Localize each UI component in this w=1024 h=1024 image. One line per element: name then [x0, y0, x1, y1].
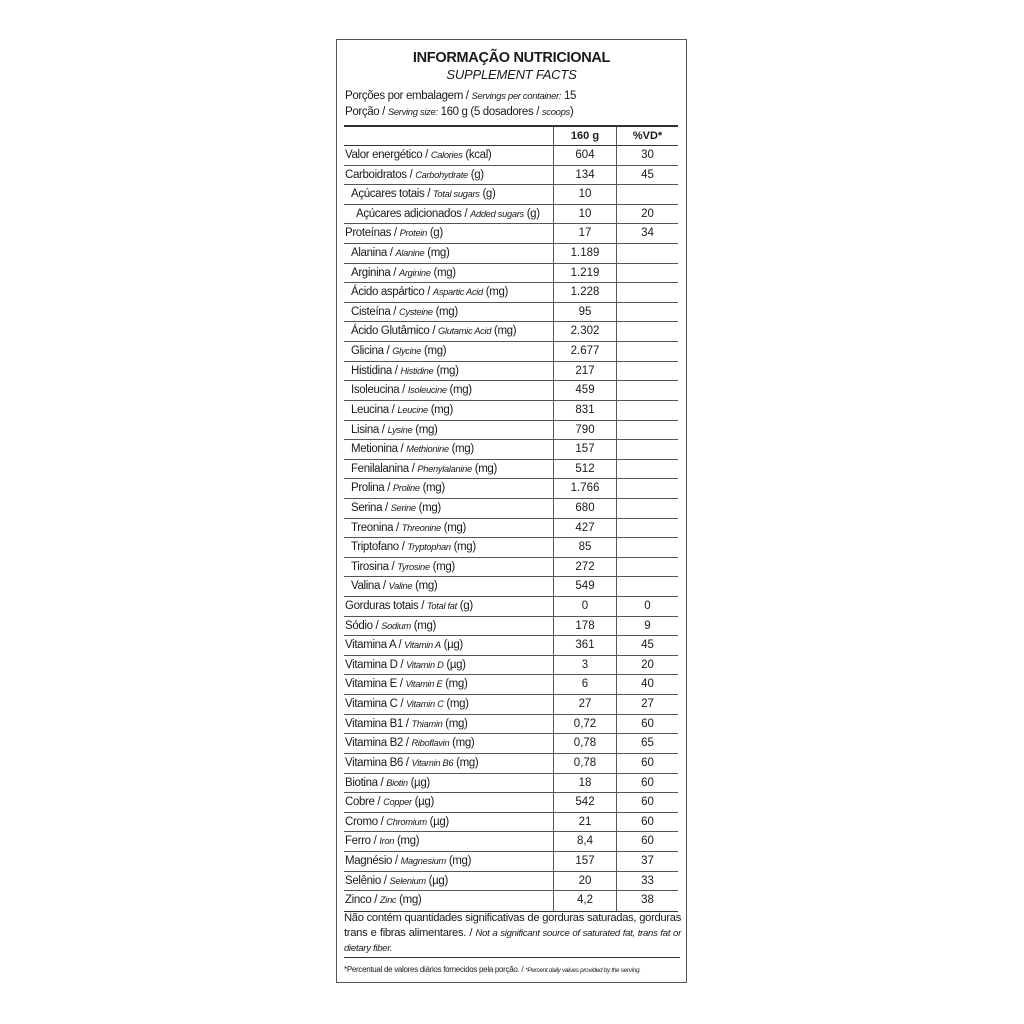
- nutrient-unit: (mg): [410, 619, 437, 632]
- nutrient-name-pt: Carboidratos /: [345, 168, 416, 181]
- table-row: [344, 695, 678, 715]
- amount-cell: 680: [554, 499, 617, 518]
- amount-cell: 4,2: [554, 891, 617, 911]
- nutrient-name-en: Tyrosine: [397, 561, 430, 572]
- nutrient-name: [344, 224, 554, 243]
- nutrient-name-pt: Sódio /: [345, 619, 382, 632]
- nutrient-name: [344, 813, 554, 832]
- nutrient-unit: (mg): [430, 266, 456, 279]
- nutrient-name-pt: Ácido Glutâmico /: [351, 325, 439, 338]
- amount-cell: 0,72: [554, 715, 617, 734]
- nutrient-name-en: Total sugars: [432, 189, 480, 200]
- nutrient-name: [344, 538, 554, 557]
- nutrient-unit: (mg): [429, 560, 455, 573]
- nutrient-unit: (µg): [411, 796, 434, 809]
- amount-cell: 1.228: [554, 283, 617, 302]
- nutrient-unit: (mg): [442, 717, 468, 730]
- nutrient-name-pt: Alanina /: [351, 247, 396, 260]
- amount-cell: 3: [554, 656, 617, 675]
- servings-per-container-value: 15: [561, 90, 577, 102]
- not-significant-pt: Não contém quantidades significativas de gorduras saturadas, gorduras trans e fibras alimentares. /: [344, 912, 681, 939]
- nutrient-name-en: Vitamin D: [406, 659, 444, 670]
- table-row: [344, 617, 678, 637]
- nutrient-name: [344, 381, 554, 400]
- nutrient-name-en: Sodium: [381, 620, 411, 631]
- daily-value-cell: [617, 460, 678, 479]
- nutrient-name-en: Chromium: [386, 816, 427, 827]
- nutrient-name: [344, 166, 554, 185]
- nutrient-name-pt: Vitamina C /: [345, 698, 407, 711]
- amount-cell: 21: [554, 813, 617, 832]
- daily-value-cell: [617, 362, 678, 381]
- nutrient-name-en: Alanine: [395, 248, 425, 259]
- nutrient-name-pt: Leucina /: [351, 403, 398, 416]
- nutrient-unit: (mg): [440, 521, 466, 534]
- nutrient-name: [344, 244, 554, 263]
- table-row: [344, 303, 678, 323]
- nutrient-name-pt: Vitamina B6 /: [345, 756, 412, 769]
- table-row: [344, 342, 678, 362]
- nutrient-name-en: Selenium: [389, 875, 426, 886]
- daily-value-cell: 30: [641, 149, 654, 161]
- nutrient-unit: (mg): [412, 423, 438, 436]
- daily-value-cell: [617, 558, 678, 577]
- table-row: [344, 715, 678, 735]
- nutrient-name-pt: Vitamina D /: [345, 658, 407, 671]
- nutrient-name-pt: Lisina /: [351, 423, 388, 436]
- nutrient-name-en: Vitamin B6: [411, 757, 454, 768]
- amount-cell: 0,78: [554, 734, 617, 753]
- daily-value-cell: [617, 303, 678, 322]
- nutrient-unit: (mg): [424, 247, 450, 260]
- table-row: [344, 460, 678, 480]
- footnote-pt: *Percentual de valores diários fornecidos pela porção. /: [344, 965, 526, 974]
- servings-per-container-en: Servings per container:: [471, 91, 562, 102]
- nutrient-unit: (mg): [449, 737, 475, 750]
- daily-value-cell: [617, 421, 678, 440]
- nutrient-unit: (mg): [450, 541, 476, 554]
- amount-cell: 1.189: [554, 244, 617, 263]
- nutrient-unit: (g): [426, 227, 443, 240]
- nutrient-name: [344, 283, 554, 302]
- nutrient-unit: (mg): [421, 345, 447, 358]
- nutrient-unit: (mg): [442, 678, 468, 691]
- nutrient-name-pt: Açúcares adicionados /: [356, 207, 471, 220]
- daily-value-cell: 9: [644, 619, 651, 632]
- nutrient-name: [344, 440, 554, 459]
- daily-value-cell: [617, 381, 678, 400]
- amount-cell: 8,4: [554, 832, 617, 851]
- amount-cell: 790: [554, 421, 617, 440]
- nutrient-name-pt: Zinco /: [345, 894, 380, 907]
- table-row: [344, 852, 678, 872]
- daily-value-cell: [617, 185, 678, 204]
- nutrient-name-pt: Ferro /: [345, 835, 380, 848]
- nutrient-name: [344, 793, 554, 812]
- table-row: [344, 166, 678, 186]
- nutrient-name: [344, 636, 554, 655]
- nutrient-name: [344, 832, 554, 851]
- nutrition-table: [344, 125, 678, 912]
- amount-cell: 17: [554, 224, 617, 243]
- nutrient-unit: (g): [456, 600, 473, 613]
- daily-value-cell: 37: [641, 854, 654, 867]
- daily-value-cell: 45: [641, 639, 654, 652]
- not-significant-en: Not a significant source of saturated fat, trans fat or dietary fiber.: [344, 927, 681, 954]
- nutrient-name-pt: Serina /: [351, 501, 391, 514]
- nutrient-name: [344, 597, 554, 616]
- nutrient-name-pt: Metionina /: [351, 443, 407, 456]
- nutrient-name-pt: Tirosina /: [351, 560, 398, 573]
- nutrient-name-pt: Selênio /: [345, 874, 390, 887]
- header-blank-cell: [344, 127, 554, 145]
- nutrient-name-pt: Biotina /: [345, 776, 387, 789]
- daily-value-cell: [617, 283, 678, 302]
- serving-size-en: Serving size:: [387, 107, 438, 118]
- nutrient-unit: (g): [467, 168, 484, 181]
- serving-size-scoops: scoops: [541, 107, 570, 118]
- table-row: [344, 499, 678, 519]
- table-row: [344, 774, 678, 794]
- table-row: [344, 558, 678, 578]
- table-row: [344, 734, 678, 754]
- nutrient-name: [344, 342, 554, 361]
- table-row: [344, 813, 678, 833]
- nutrient-name-pt: Gorduras totais /: [345, 600, 427, 613]
- nutrient-name-pt: Ácido aspártico /: [351, 286, 433, 299]
- table-row: [344, 832, 678, 852]
- daily-value-cell: 40: [641, 678, 654, 691]
- daily-value-cell: [617, 244, 678, 263]
- table-row: [344, 322, 678, 342]
- nutrient-name-en: Leucine: [397, 404, 428, 415]
- nutrient-name-en: Thiamin: [411, 718, 443, 729]
- nutrient-name: [344, 715, 554, 734]
- nutrient-name-en: Carbohydrate: [415, 169, 468, 180]
- nutrient-name-en: Vitamin A: [404, 640, 441, 651]
- amount-cell: 157: [554, 440, 617, 459]
- table-row: [344, 891, 678, 911]
- table-row: [344, 401, 678, 421]
- daily-value-cell: 27: [641, 698, 654, 711]
- nutrient-name: [344, 264, 554, 283]
- nutrient-name-en: Added sugars: [470, 208, 524, 219]
- amount-cell: 157: [554, 852, 617, 871]
- amount-cell: 459: [554, 381, 617, 400]
- table-row: [344, 519, 678, 539]
- table-row: [344, 264, 678, 284]
- nutrient-unit: (mg): [427, 403, 453, 416]
- daily-value-cell: [617, 577, 678, 596]
- nutrient-name-pt: Fenilalanina /: [351, 462, 418, 475]
- nutrient-name: [344, 322, 554, 341]
- not-significant-note: [344, 911, 681, 957]
- nutrient-name-pt: Cisteína /: [351, 305, 399, 318]
- daily-value-cell: 45: [641, 168, 654, 181]
- nutrient-name-pt: Açúcares totais /: [351, 188, 433, 201]
- nutrient-name-pt: Valina /: [351, 580, 389, 593]
- daily-value-cell: [617, 342, 678, 361]
- amount-cell: 6: [554, 675, 617, 694]
- nutrient-name-en: Biotin: [386, 777, 408, 788]
- nutrient-name-pt: Vitamina E /: [345, 678, 406, 691]
- table-row: [344, 283, 678, 303]
- nutrient-unit: (mg): [443, 698, 469, 711]
- nutrient-name-en: Vitamin C: [406, 699, 444, 710]
- nutrient-unit: (µg): [407, 776, 430, 789]
- table-row: [344, 440, 678, 460]
- nutrient-unit: (µg): [426, 815, 449, 828]
- table-row: [344, 656, 678, 676]
- serving-size-value: 160 g (5 dosadores /: [437, 106, 542, 118]
- nutrient-name-en: Methionine: [406, 444, 449, 455]
- nutrient-name: [344, 656, 554, 675]
- nutrient-name: [344, 617, 554, 636]
- serving-size: [345, 106, 573, 118]
- nutrient-name-en: Threonine: [401, 522, 441, 533]
- nutrient-unit: (mg): [433, 364, 459, 377]
- nutrient-unit: (µg): [425, 874, 448, 887]
- daily-value-cell: 33: [641, 874, 654, 887]
- amount-cell: 831: [554, 401, 617, 420]
- nutrient-name: [344, 675, 554, 694]
- daily-value-cell: 65: [641, 737, 654, 750]
- nutrient-name-pt: Histidina /: [351, 364, 401, 377]
- nutrient-name-pt: Proteínas /: [345, 227, 400, 240]
- daily-value-cell: 60: [641, 776, 654, 789]
- nutrient-name-en: Copper: [383, 797, 412, 808]
- nutrient-name: [344, 754, 554, 773]
- nutrient-name: [344, 479, 554, 498]
- nutrient-unit: (µg): [440, 639, 463, 652]
- nutrient-name-pt: Cromo /: [345, 815, 387, 828]
- nutrient-name-en: Glycine: [392, 346, 422, 357]
- nutrient-unit: (g): [479, 188, 496, 201]
- daily-value-cell: [617, 499, 678, 518]
- amount-cell: 18: [554, 774, 617, 793]
- nutrient-name: [344, 891, 554, 911]
- table-row: [344, 421, 678, 441]
- label-title: INFORMAÇÃO NUTRICIONAL: [412, 50, 611, 66]
- nutrient-unit: (kcal): [462, 149, 492, 161]
- table-row: [344, 675, 678, 695]
- label-subtitle: SUPPLEMENT FACTS: [446, 67, 577, 82]
- daily-value-cell: [617, 519, 678, 538]
- nutrient-name: [344, 519, 554, 538]
- nutrient-unit: (g): [523, 207, 540, 220]
- nutrient-name: [344, 421, 554, 440]
- daily-value-cell: 60: [641, 815, 654, 828]
- nutrient-unit: (mg): [453, 756, 479, 769]
- nutrient-unit: (mg): [446, 384, 472, 397]
- amount-cell: 85: [554, 538, 617, 557]
- table-row: [344, 205, 678, 225]
- amount-cell: 95: [554, 303, 617, 322]
- nutrient-name: [344, 146, 554, 165]
- nutrient-name: [344, 362, 554, 381]
- nutrient-unit: (mg): [412, 580, 438, 593]
- nutrient-name-pt: Isoleucina /: [351, 384, 408, 397]
- daily-value-cell: [617, 538, 678, 557]
- daily-value-cell: 20: [641, 207, 654, 220]
- amount-cell: 27: [554, 695, 617, 714]
- daily-value-cell: 60: [641, 796, 654, 809]
- amount-cell: 1.219: [554, 264, 617, 283]
- nutrient-name: [344, 734, 554, 753]
- amount-cell: 0,78: [554, 754, 617, 773]
- nutrient-name-en: Proline: [392, 483, 420, 494]
- amount-cell: 10: [554, 205, 617, 224]
- nutrient-name-pt: Magnésio /: [345, 854, 401, 867]
- table-row: [344, 636, 678, 656]
- nutrient-unit: (µg): [443, 658, 466, 671]
- nutrient-name-en: Calories: [430, 150, 463, 160]
- nutrient-unit: (mg): [471, 462, 497, 475]
- daily-value-cell: 60: [641, 756, 654, 769]
- nutrient-name: [344, 401, 554, 420]
- table-body: [344, 146, 678, 911]
- nutrient-name: [344, 205, 554, 224]
- amount-cell: 2.677: [554, 342, 617, 361]
- nutrient-name: [344, 558, 554, 577]
- header-daily-value: %VD*: [632, 130, 663, 142]
- nutrient-unit: (mg): [448, 443, 474, 456]
- amount-cell: 134: [554, 166, 617, 185]
- table-row: [344, 597, 678, 617]
- table-row: [344, 146, 678, 166]
- servings-per-container: [345, 90, 576, 102]
- footnote-divider: [344, 957, 680, 958]
- nutrient-name-en: Histidine: [400, 365, 434, 376]
- nutrient-name-en: Protein: [399, 228, 427, 239]
- nutrient-name-en: Isoleucine: [407, 385, 447, 396]
- servings-per-container-pt: Porções por embalagem /: [345, 90, 472, 102]
- amount-cell: 427: [554, 519, 617, 538]
- nutrient-name-en: Aspartic Acid: [432, 287, 483, 298]
- nutrient-unit: (mg): [482, 286, 509, 299]
- header-amount: 160 g: [554, 127, 617, 145]
- nutrient-name: [344, 872, 554, 891]
- table-row: [344, 538, 678, 558]
- serving-size-close: ): [569, 106, 574, 118]
- nutrient-name-en: Vitamin E: [405, 679, 443, 690]
- nutrient-name: [344, 460, 554, 479]
- nutrient-name: [344, 695, 554, 714]
- nutrient-name-pt: Triptofano /: [351, 541, 408, 554]
- table-row: [344, 381, 678, 401]
- amount-cell: 604: [554, 146, 617, 165]
- table-row: [344, 479, 678, 499]
- nutrient-unit: (mg): [415, 501, 441, 514]
- nutrient-name-pt: Glicina /: [351, 345, 393, 358]
- table-row: [344, 872, 678, 892]
- nutrient-unit: (mg): [396, 894, 422, 907]
- table-row: [344, 224, 678, 244]
- nutrient-unit: (mg): [491, 325, 517, 338]
- amount-cell: 2.302: [554, 322, 617, 341]
- table-row: [344, 244, 678, 264]
- nutrient-name: [344, 499, 554, 518]
- amount-cell: 1.766: [554, 479, 617, 498]
- nutrition-facts-label: [336, 39, 687, 983]
- amount-cell: 272: [554, 558, 617, 577]
- daily-value-cell: 60: [641, 835, 654, 848]
- amount-cell: 10: [554, 185, 617, 204]
- nutrient-name-en: Riboflavin: [411, 738, 450, 749]
- nutrient-unit: (mg): [445, 854, 472, 867]
- nutrient-name-pt: Vitamina A /: [345, 639, 405, 652]
- nutrient-name: [344, 577, 554, 596]
- amount-cell: 542: [554, 793, 617, 812]
- nutrient-name-en: Phenylalanine: [417, 463, 472, 474]
- daily-value-cell: 34: [641, 227, 654, 240]
- nutrient-name-en: Magnesium: [400, 855, 446, 866]
- nutrient-name-en: Glutamic Acid: [438, 326, 492, 337]
- daily-value-cell: 0: [644, 600, 651, 613]
- daily-value-footnote: [344, 965, 641, 974]
- daily-value-cell: [617, 322, 678, 341]
- nutrient-name-en: Zinc: [379, 895, 397, 906]
- nutrient-name-en: Arginine: [398, 267, 431, 278]
- nutrient-name-pt: Valor energético /: [345, 149, 431, 161]
- nutrient-unit: (mg): [432, 305, 458, 318]
- table-header-row: [344, 127, 678, 146]
- nutrient-name: [344, 852, 554, 871]
- daily-value-cell: 60: [641, 717, 654, 730]
- nutrient-name: [344, 185, 554, 204]
- table-row: [344, 185, 678, 205]
- nutrient-name-en: Tryptophan: [407, 542, 451, 553]
- nutrient-name-en: Valine: [388, 581, 413, 592]
- nutrient-name-en: Lysine: [387, 424, 413, 435]
- daily-value-cell: 38: [641, 894, 654, 907]
- nutrient-name-pt: Prolina /: [351, 482, 393, 495]
- nutrient-name-en: Total fat: [426, 601, 457, 612]
- table-row: [344, 754, 678, 774]
- amount-cell: 361: [554, 636, 617, 655]
- nutrient-name-pt: Treonina /: [351, 521, 402, 534]
- footnote-en: *Percent daily values provided by the serving.: [525, 967, 641, 974]
- nutrient-name: [344, 774, 554, 793]
- amount-cell: 549: [554, 577, 617, 596]
- table-row: [344, 793, 678, 813]
- nutrient-name-pt: Cobre /: [345, 796, 384, 809]
- daily-value-cell: [617, 401, 678, 420]
- table-row: [344, 577, 678, 597]
- amount-cell: 217: [554, 362, 617, 381]
- nutrient-unit: (mg): [394, 835, 420, 848]
- amount-cell: 20: [554, 872, 617, 891]
- daily-value-cell: [617, 479, 678, 498]
- nutrient-name-en: Serine: [390, 502, 416, 513]
- amount-cell: 178: [554, 617, 617, 636]
- nutrient-name-pt: Vitamina B1 /: [345, 717, 412, 730]
- amount-cell: 0: [554, 597, 617, 616]
- daily-value-cell: 20: [641, 658, 654, 671]
- nutrient-unit: (mg): [419, 482, 445, 495]
- table-row: [344, 362, 678, 382]
- daily-value-cell: [617, 440, 678, 459]
- serving-size-pt: Porção /: [345, 106, 388, 118]
- nutrient-name-en: Iron: [379, 836, 395, 847]
- amount-cell: 512: [554, 460, 617, 479]
- nutrient-name-pt: Vitamina B2 /: [345, 737, 412, 750]
- nutrient-name-en: Cysteine: [398, 306, 433, 317]
- nutrient-name-pt: Arginina /: [351, 266, 399, 279]
- nutrient-name: [344, 303, 554, 322]
- daily-value-cell: [617, 264, 678, 283]
